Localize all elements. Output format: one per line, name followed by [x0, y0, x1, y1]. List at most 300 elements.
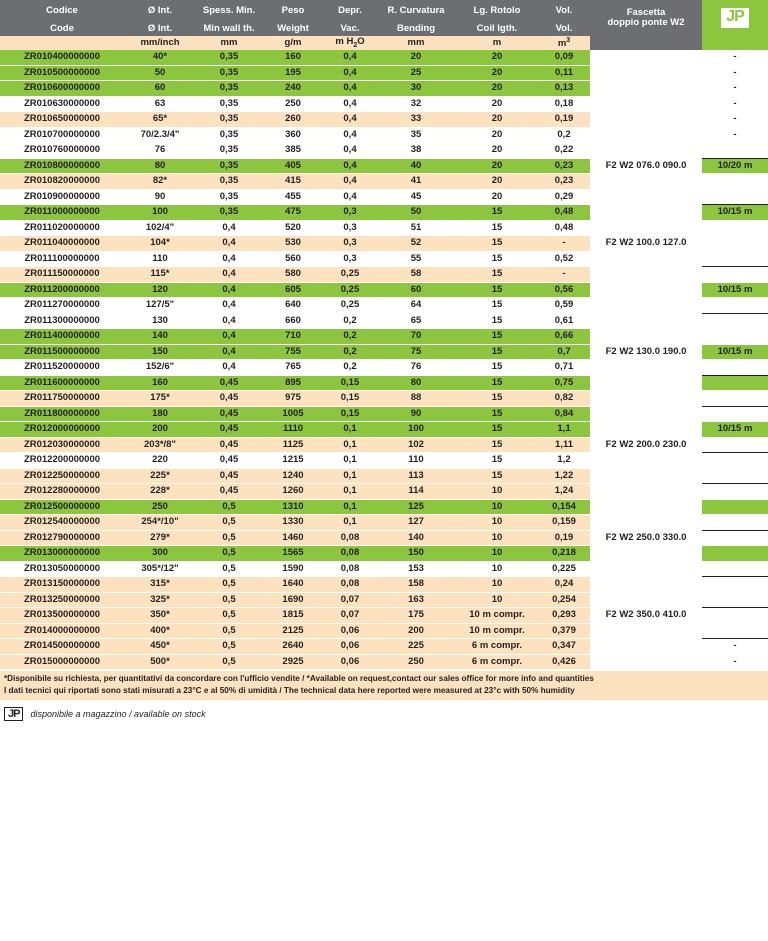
cell-wall-thickness: 0,4: [196, 360, 262, 376]
cell-weight: 1815: [262, 608, 324, 624]
cell-fascetta: [590, 577, 702, 593]
cell-vacuum: 0,4: [324, 50, 376, 65]
cell-inner-diameter: 200: [124, 422, 196, 438]
cell-wall-thickness: 0,35: [196, 205, 262, 221]
cell-weight: 1125: [262, 437, 324, 453]
cell-code: ZR011600000000: [0, 375, 124, 391]
cell-coil-length: 10: [456, 515, 538, 531]
cell-coil-length: 20: [456, 65, 538, 81]
cell-weight: 1590: [262, 561, 324, 577]
cell-weight: 580: [262, 267, 324, 283]
cell-inner-diameter: 70/2.3/4": [124, 127, 196, 143]
cell-fascetta: [590, 313, 702, 329]
cell-inner-diameter: 160: [124, 375, 196, 391]
table-row[interactable]: [0, 546, 768, 562]
table-row[interactable]: [0, 344, 768, 360]
cell-coil-length: 10: [456, 561, 538, 577]
table-row[interactable]: [0, 112, 768, 128]
cell-stock-availability: [702, 189, 768, 205]
cell-coil-length: 10: [456, 530, 538, 546]
cell-fascetta: [590, 623, 702, 639]
table-row[interactable]: [0, 96, 768, 112]
cell-weight: 1690: [262, 592, 324, 608]
cell-wall-thickness: 0,45: [196, 484, 262, 500]
table-row[interactable]: [0, 174, 768, 190]
cell-wall-thickness: 0,45: [196, 422, 262, 438]
cell-code: ZR010600000000: [0, 81, 124, 97]
cell-weight: 405: [262, 158, 324, 174]
table-row[interactable]: [0, 515, 768, 531]
cell-fascetta: [590, 375, 702, 391]
cell-stock-availability: -: [702, 127, 768, 143]
cell-volume: 0,48: [538, 220, 590, 236]
cell-stock-availability: [702, 143, 768, 159]
cell-vacuum: 0,2: [324, 360, 376, 376]
cell-fascetta: [590, 360, 702, 376]
cell-stock-availability: [702, 313, 768, 329]
cell-coil-length: 20: [456, 143, 538, 159]
cell-inner-diameter: 115*: [124, 267, 196, 283]
cell-bending: 100: [376, 422, 456, 438]
cell-code: ZR010820000000: [0, 174, 124, 190]
cell-bending: 75: [376, 344, 456, 360]
header-fascetta-line1: Fascetta: [626, 7, 666, 19]
unit-bending: mm: [376, 36, 456, 50]
cell-weight: 765: [262, 360, 324, 376]
stock-legend: [0, 700, 768, 725]
cell-inner-diameter: 140: [124, 329, 196, 345]
cell-vacuum: 0,1: [324, 453, 376, 469]
cell-stock-availability: [702, 515, 768, 531]
table-row[interactable]: [0, 313, 768, 329]
legend-text: disponibile a magazzino / available on stock: [30, 708, 206, 719]
cell-coil-length: 15: [456, 282, 538, 298]
cell-bending: 41: [376, 174, 456, 190]
cell-wall-thickness: 0,45: [196, 453, 262, 469]
cell-code: ZR012280000000: [0, 484, 124, 500]
cell-fascetta: F2 W2 350.0 410.0: [590, 608, 702, 624]
cell-wall-thickness: 0,5: [196, 592, 262, 608]
cell-code: ZR011400000000: [0, 329, 124, 345]
cell-fascetta: [590, 592, 702, 608]
cell-code: ZR010700000000: [0, 127, 124, 143]
header-inner-diameter: Ø Int.: [124, 21, 196, 36]
unit-diameter: mm/inch: [124, 36, 196, 50]
cell-inner-diameter: 50: [124, 65, 196, 81]
table-row[interactable]: [0, 220, 768, 236]
cell-stock-availability: [702, 298, 768, 314]
table-row[interactable]: [0, 406, 768, 422]
cell-code: ZR013150000000: [0, 577, 124, 593]
cell-fascetta: [590, 205, 702, 221]
unit-weight: g/m: [262, 36, 324, 50]
cell-stock-availability: [702, 437, 768, 453]
cell-code: ZR012500000000: [0, 499, 124, 515]
header-min-wall-thickness: Min wall th.: [196, 21, 262, 36]
cell-stock-availability: 10/20 m: [702, 158, 768, 174]
cell-wall-thickness: 0,45: [196, 468, 262, 484]
table-row[interactable]: [0, 391, 768, 407]
cell-stock-availability: [702, 577, 768, 593]
cell-weight: 415: [262, 174, 324, 190]
table-row[interactable]: [0, 484, 768, 500]
table-row[interactable]: [0, 453, 768, 469]
cell-wall-thickness: 0,5: [196, 623, 262, 639]
cell-bending: 25: [376, 65, 456, 81]
cell-inner-diameter: 254*/10": [124, 515, 196, 531]
cell-coil-length: 6 m compr.: [456, 654, 538, 670]
table-row[interactable]: [0, 437, 768, 453]
table-row[interactable]: [0, 577, 768, 593]
cell-bending: 80: [376, 375, 456, 391]
cell-stock-availability: -: [702, 65, 768, 81]
cell-inner-diameter: 500*: [124, 654, 196, 670]
cell-vacuum: 0,07: [324, 608, 376, 624]
table-row[interactable]: [0, 499, 768, 515]
cell-weight: 755: [262, 344, 324, 360]
cell-bending: 158: [376, 577, 456, 593]
cell-weight: 455: [262, 189, 324, 205]
cell-fascetta: F2 W2 200.0 230.0: [590, 437, 702, 453]
cell-bending: 114: [376, 484, 456, 500]
cell-volume: 0,426: [538, 654, 590, 670]
cell-stock-availability: [702, 267, 768, 283]
cell-weight: 530: [262, 236, 324, 252]
cell-inner-diameter: 450*: [124, 639, 196, 655]
cell-vacuum: 0,25: [324, 298, 376, 314]
cell-vacuum: 0,2: [324, 344, 376, 360]
cell-coil-length: 15: [456, 360, 538, 376]
cell-weight: 360: [262, 127, 324, 143]
cell-weight: 2925: [262, 654, 324, 670]
cell-fascetta: [590, 65, 702, 81]
cell-fascetta: [590, 96, 702, 112]
cell-code: ZR011200000000: [0, 282, 124, 298]
cell-stock-availability: [702, 453, 768, 469]
cell-volume: 0,154: [538, 499, 590, 515]
cell-volume: 0,71: [538, 360, 590, 376]
cell-bending: 153: [376, 561, 456, 577]
cell-fascetta: [590, 639, 702, 655]
table-row[interactable]: [0, 592, 768, 608]
table-row[interactable]: [0, 282, 768, 298]
table-row[interactable]: [0, 530, 768, 546]
cell-stock-availability: [702, 546, 768, 562]
cell-weight: 560: [262, 251, 324, 267]
cell-bending: 150: [376, 546, 456, 562]
cell-fascetta: F2 W2 076.0 090.0: [590, 158, 702, 174]
cell-volume: 0,09: [538, 50, 590, 65]
cell-coil-length: 15: [456, 313, 538, 329]
table-row[interactable]: [0, 81, 768, 97]
cell-fascetta: [590, 174, 702, 190]
cell-weight: 1240: [262, 468, 324, 484]
cell-stock-availability: 10/15 m: [702, 422, 768, 438]
cell-vacuum: 0,1: [324, 422, 376, 438]
cell-wall-thickness: 0,35: [196, 50, 262, 65]
table-row[interactable]: [0, 205, 768, 221]
cell-coil-length: 20: [456, 81, 538, 97]
cell-code: ZR012540000000: [0, 515, 124, 531]
cell-wall-thickness: 0,35: [196, 65, 262, 81]
cell-weight: 385: [262, 143, 324, 159]
table-row[interactable]: [0, 422, 768, 438]
cell-fascetta: [590, 453, 702, 469]
cell-bending: 40: [376, 158, 456, 174]
table-row[interactable]: [0, 267, 768, 283]
table-row[interactable]: [0, 143, 768, 159]
cell-coil-length: 20: [456, 112, 538, 128]
cell-bending: 200: [376, 623, 456, 639]
cell-coil-length: 10: [456, 577, 538, 593]
cell-bending: 64: [376, 298, 456, 314]
cell-fascetta: [590, 654, 702, 670]
cell-vacuum: 0,2: [324, 329, 376, 345]
cell-inner-diameter: 40*: [124, 50, 196, 65]
cell-code: ZR011500000000: [0, 344, 124, 360]
cell-code: ZR011270000000: [0, 298, 124, 314]
cell-stock-availability: [702, 623, 768, 639]
cell-volume: 0,23: [538, 174, 590, 190]
cell-volume: 0,23: [538, 158, 590, 174]
cell-wall-thickness: 0,35: [196, 96, 262, 112]
cell-fascetta: [590, 282, 702, 298]
table-row[interactable]: [0, 329, 768, 345]
cell-bending: 110: [376, 453, 456, 469]
unit-coil: m: [456, 36, 538, 50]
table-row[interactable]: [0, 50, 768, 65]
cell-bending: 175: [376, 608, 456, 624]
cell-inner-diameter: 400*: [124, 623, 196, 639]
cell-weight: 2125: [262, 623, 324, 639]
cell-bending: 125: [376, 499, 456, 515]
table-row[interactable]: [0, 639, 768, 655]
cell-wall-thickness: 0,5: [196, 608, 262, 624]
header-volume-en: Vol.: [538, 21, 590, 36]
cell-coil-length: 15: [456, 344, 538, 360]
cell-vacuum: 0,4: [324, 158, 376, 174]
cell-vacuum: 0,15: [324, 406, 376, 422]
cell-fascetta: [590, 406, 702, 422]
cell-wall-thickness: 0,45: [196, 391, 262, 407]
footnote-technical-data: I dati tecnici qui riportati sono stati misurati a 23°C e al 50% di umidità / The technical data here reported were measured at 23°c with 50% humidity: [4, 685, 575, 695]
cell-weight: 1460: [262, 530, 324, 546]
cell-volume: 0,84: [538, 406, 590, 422]
header-volume: Vol.: [538, 0, 590, 21]
cell-weight: 250: [262, 96, 324, 112]
cell-volume: 0,347: [538, 639, 590, 655]
cell-volume: 0,19: [538, 112, 590, 128]
cell-stock-availability: [702, 592, 768, 608]
cell-vacuum: 0,4: [324, 112, 376, 128]
cell-stock-availability: 10/15 m: [702, 205, 768, 221]
cell-code: ZR015000000000: [0, 654, 124, 670]
cell-coil-length: 15: [456, 468, 538, 484]
cell-fascetta: [590, 50, 702, 65]
cell-stock-availability: [702, 468, 768, 484]
cell-stock-availability: [702, 484, 768, 500]
cell-coil-length: 15: [456, 406, 538, 422]
cell-volume: 0,29: [538, 189, 590, 205]
cell-weight: 660: [262, 313, 324, 329]
cell-code: ZR013050000000: [0, 561, 124, 577]
cell-inner-diameter: 300: [124, 546, 196, 562]
cell-code: ZR011150000000: [0, 267, 124, 283]
cell-wall-thickness: 0,5: [196, 639, 262, 655]
table-body: [0, 50, 768, 670]
cell-bending: 20: [376, 50, 456, 65]
cell-stock-availability: -: [702, 96, 768, 112]
cell-volume: 1,22: [538, 468, 590, 484]
cell-vacuum: 0,4: [324, 96, 376, 112]
cell-vacuum: 0,2: [324, 313, 376, 329]
table-row[interactable]: [0, 360, 768, 376]
table-row[interactable]: [0, 623, 768, 639]
cell-stock-availability: -: [702, 81, 768, 97]
cell-inner-diameter: 350*: [124, 608, 196, 624]
header-codice: Codice: [0, 0, 124, 21]
cell-weight: 1310: [262, 499, 324, 515]
cell-inner-diameter: 315*: [124, 577, 196, 593]
cell-coil-length: 20: [456, 96, 538, 112]
table-row[interactable]: [0, 561, 768, 577]
table-row[interactable]: [0, 375, 768, 391]
unit-fascetta: [590, 36, 702, 50]
cell-fascetta: [590, 484, 702, 500]
cell-bending: 58: [376, 267, 456, 283]
cell-weight: 1640: [262, 577, 324, 593]
cell-vacuum: 0,3: [324, 251, 376, 267]
footnotes: [0, 670, 768, 700]
cell-wall-thickness: 0,5: [196, 577, 262, 593]
cell-bending: 250: [376, 654, 456, 670]
header-diametro-interno: Ø Int.: [124, 0, 196, 21]
cell-volume: 1,24: [538, 484, 590, 500]
cell-stock-availability: -: [702, 654, 768, 670]
cell-bending: 70: [376, 329, 456, 345]
cell-bending: 51: [376, 220, 456, 236]
cell-inner-diameter: 90: [124, 189, 196, 205]
cell-code: ZR012000000000: [0, 422, 124, 438]
cell-wall-thickness: 0,35: [196, 174, 262, 190]
cell-volume: 0,18: [538, 96, 590, 112]
cell-stock-availability: [702, 406, 768, 422]
cell-weight: 1005: [262, 406, 324, 422]
cell-vacuum: 0,1: [324, 468, 376, 484]
cell-bending: 76: [376, 360, 456, 376]
cell-volume: 0,2: [538, 127, 590, 143]
cell-volume: 0,11: [538, 65, 590, 81]
cell-code: ZR011040000000: [0, 236, 124, 252]
cell-weight: 520: [262, 220, 324, 236]
cell-bending: 60: [376, 282, 456, 298]
cell-wall-thickness: 0,35: [196, 127, 262, 143]
cell-code: ZR012030000000: [0, 437, 124, 453]
cell-wall-thickness: 0,4: [196, 236, 262, 252]
cell-vacuum: 0,1: [324, 437, 376, 453]
cell-bending: 55: [376, 251, 456, 267]
table-header: [0, 0, 768, 50]
cell-code: ZR010760000000: [0, 143, 124, 159]
cell-weight: 895: [262, 375, 324, 391]
cell-vacuum: 0,1: [324, 515, 376, 531]
header-lunghezza-rotolo: Lg. Rotolo: [456, 0, 538, 21]
cell-wall-thickness: 0,35: [196, 189, 262, 205]
cell-weight: 260: [262, 112, 324, 128]
header-coil-length: Coil lgth.: [456, 21, 538, 36]
table-row[interactable]: [0, 654, 768, 670]
cell-inner-diameter: 130: [124, 313, 196, 329]
table-row[interactable]: [0, 468, 768, 484]
cell-code: ZR010650000000: [0, 112, 124, 128]
cell-volume: 0,22: [538, 143, 590, 159]
cell-coil-length: 15: [456, 267, 538, 283]
table-row[interactable]: [0, 236, 768, 252]
cell-code: ZR011800000000: [0, 406, 124, 422]
cell-code: ZR013250000000: [0, 592, 124, 608]
table-row[interactable]: [0, 158, 768, 174]
cell-bending: 38: [376, 143, 456, 159]
cell-volume: -: [538, 267, 590, 283]
cell-vacuum: 0,08: [324, 530, 376, 546]
cell-bending: 127: [376, 515, 456, 531]
table-row[interactable]: [0, 298, 768, 314]
cell-bending: 45: [376, 189, 456, 205]
cell-weight: 240: [262, 81, 324, 97]
cell-code: ZR010800000000: [0, 158, 124, 174]
cell-volume: 1,11: [538, 437, 590, 453]
cell-vacuum: 0,4: [324, 143, 376, 159]
cell-code: ZR014500000000: [0, 639, 124, 655]
cell-weight: 2640: [262, 639, 324, 655]
cell-bending: 33: [376, 112, 456, 128]
cell-stock-availability: -: [702, 639, 768, 655]
table-row[interactable]: [0, 127, 768, 143]
footnote-availability: *Disponibile su richiesta, per quantitativi da concordare con l'ufficio vendite / *Available on request,contact our sales office for more info and quantities: [4, 674, 594, 683]
cell-volume: 0,75: [538, 375, 590, 391]
cell-inner-diameter: 152/6": [124, 360, 196, 376]
cell-bending: 90: [376, 406, 456, 422]
header-row-italian: [0, 0, 768, 21]
cell-inner-diameter: 104*: [124, 236, 196, 252]
cell-wall-thickness: 0,4: [196, 282, 262, 298]
cell-vacuum: 0,06: [324, 654, 376, 670]
table-row[interactable]: [0, 189, 768, 205]
cell-fascetta: [590, 112, 702, 128]
cell-fascetta: [590, 81, 702, 97]
cell-stock-availability: [702, 220, 768, 236]
cell-volume: 0,82: [538, 391, 590, 407]
cell-code: ZR010630000000: [0, 96, 124, 112]
cell-weight: 1260: [262, 484, 324, 500]
table-row[interactable]: [0, 608, 768, 624]
cell-stock-availability: 10/15 m: [702, 344, 768, 360]
cell-vacuum: 0,1: [324, 484, 376, 500]
cell-weight: 1110: [262, 422, 324, 438]
cell-coil-length: 10 m compr.: [456, 623, 538, 639]
header-vacuum: Vac.: [324, 21, 376, 36]
cell-vacuum: 0,07: [324, 592, 376, 608]
table-row[interactable]: [0, 251, 768, 267]
cell-coil-length: 10: [456, 499, 538, 515]
cell-wall-thickness: 0,35: [196, 158, 262, 174]
cell-coil-length: 15: [456, 251, 538, 267]
cell-coil-length: 20: [456, 50, 538, 65]
cell-wall-thickness: 0,5: [196, 546, 262, 562]
table-row[interactable]: [0, 65, 768, 81]
cell-stock-availability: [702, 329, 768, 345]
cell-volume: 1,1: [538, 422, 590, 438]
